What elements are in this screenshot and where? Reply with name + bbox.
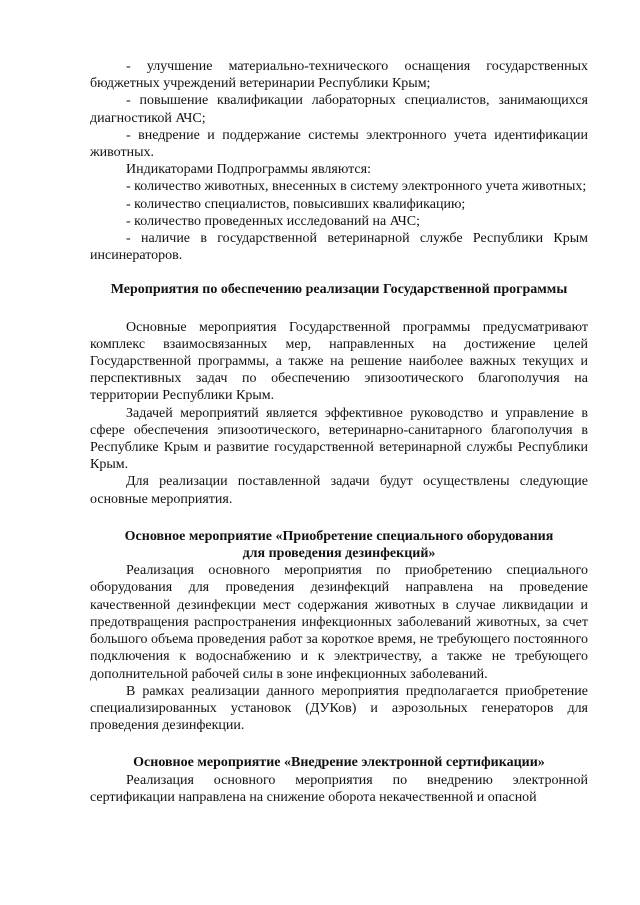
section-heading (90, 528, 588, 562)
list-item: - количество специалистов, повысивших квалификацию; (126, 196, 466, 212)
paragraph: Основные мероприятия Государственной программы предусматривают комплекс взаимосвязанных мер, направленных на достижение целей Государственной программы, а также на решение наиболее важных текущих и перспективных задач по обеспечению эпизоотического благополучия на территории Республики Крым. (90, 319, 588, 404)
paragraph: В рамках реализации данного мероприятия предполагается приобретение специализированных установок (ДУКов) и аэрозольных генераторов для проведения дезинфекции. (90, 683, 588, 734)
heading-line: для проведения дезинфекций» (242, 546, 436, 562)
list-item: - внедрение и поддержание системы электронного учета идентификации животных. (90, 127, 588, 161)
section-heading: Основное мероприятие «Внедрение электронной сертификации» (133, 755, 545, 771)
heading-line: Основное мероприятие «Приобретение специального оборудования (124, 528, 554, 544)
paragraph: Реализация основного мероприятия по внедрению электронной сертификации направлена на снижение оборота некачественной и опасной (90, 772, 588, 805)
document-page (90, 58, 588, 806)
list-item: - улучшение материально-технического оснащения государственных бюджетных учреждений ветеринарии Республики Крым; (90, 59, 588, 92)
tasks-list (90, 58, 588, 264)
indicators-intro: Индикаторами Подпрограммы являются: (126, 162, 371, 178)
paragraph: Реализация основного мероприятия по приобретению специального оборудования для проведения дезинфекций направлена на проведение качественной дезинфекции мест содержания животных в случае ликвидации и предотвращения распространения инфекционных заболеваний животных, за счет большого объема проведения работ за короткое время, не требующего постоянного подключения к водоснабжению и к электричеству, а также не требующего дополнительной рабочей силы в зоне инфекционных заболеваний. (90, 563, 588, 682)
list-item: - наличие в государственной ветеринарной службе Республики Крым инсинераторов. (90, 231, 588, 264)
paragraph: Для реализации поставленной задачи будут осуществлены следующие основные мероприятия. (90, 474, 588, 507)
list-item: - повышение квалификации лабораторных специалистов, занимающихся диагностикой АЧС; (90, 93, 588, 126)
list-item: - количество проведенных исследований на АЧС; (126, 213, 420, 229)
section-heading: Мероприятия по обеспечению реализации Государственной программы (110, 282, 568, 298)
list-item: - количество животных, внесенных в систему электронного учета животных; (126, 179, 587, 195)
paragraph: Задачей мероприятий является эффективное руководство и управление в сфере обеспечения эпизоотического, ветеринарно-санитарного благополучия в Республике Крым и развитие государственной ветеринарной службы Республики Крым. (90, 405, 588, 473)
